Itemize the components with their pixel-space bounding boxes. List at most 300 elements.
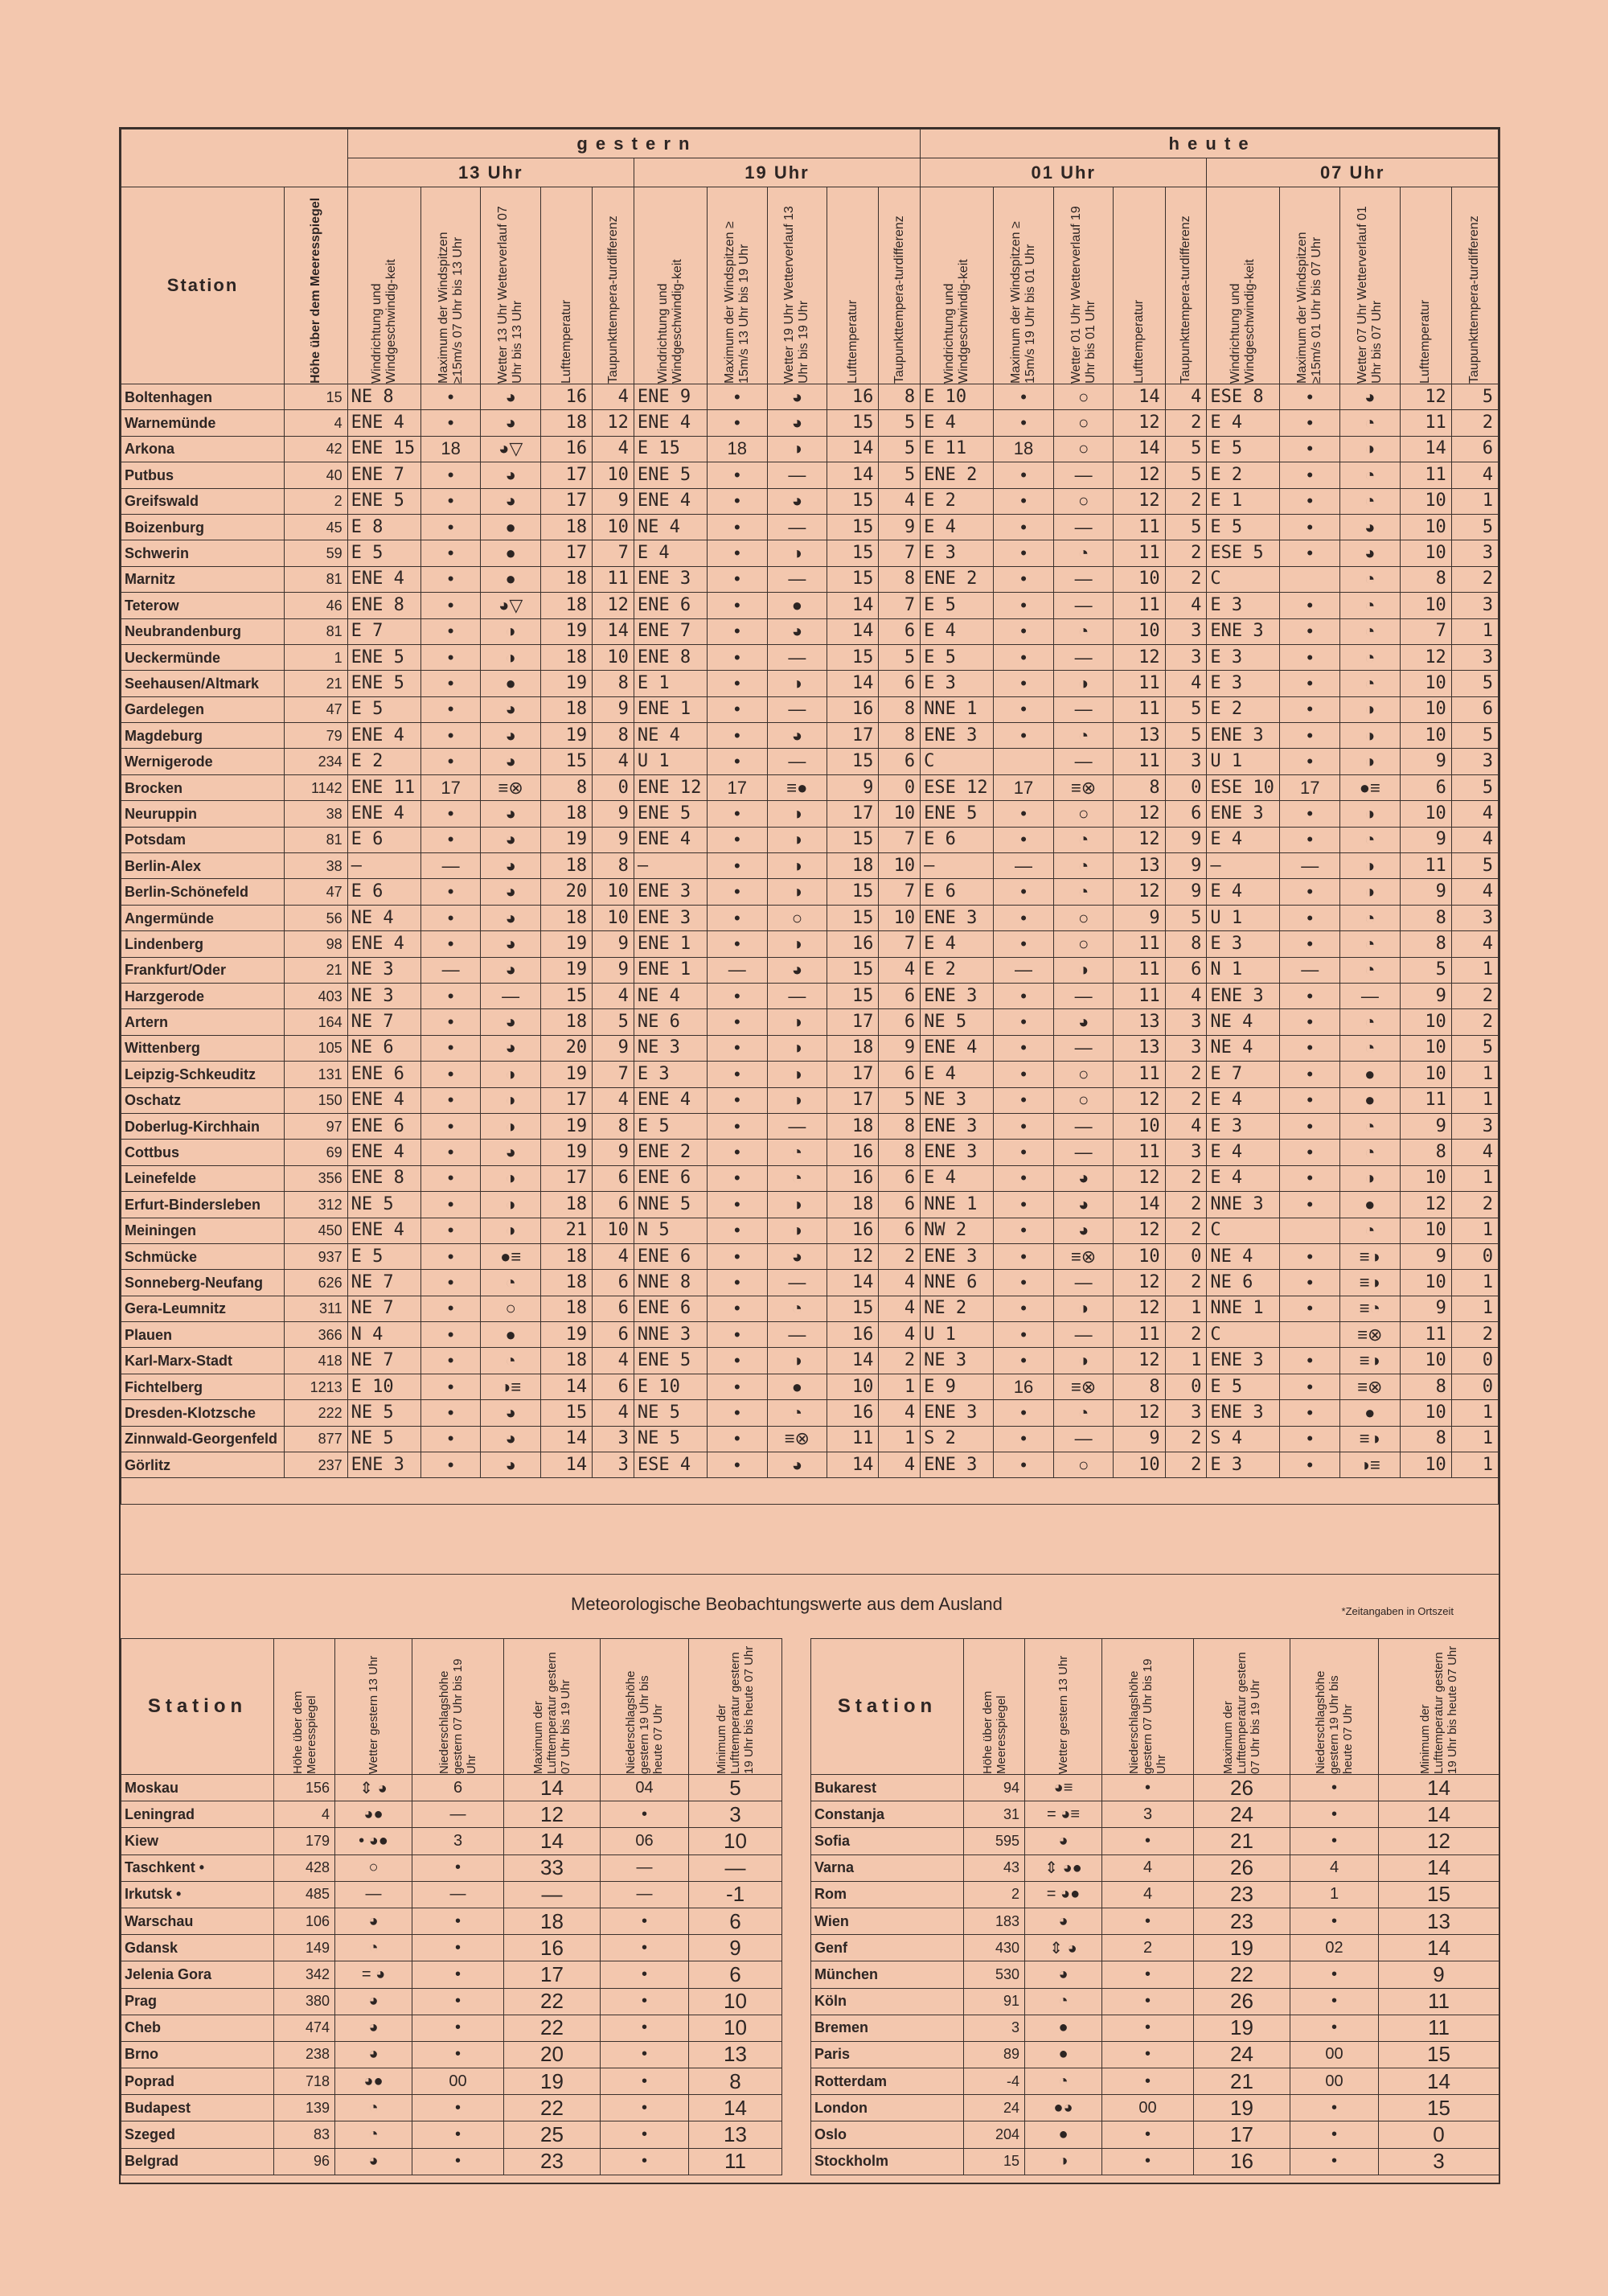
obs-cell: 15 (827, 879, 879, 905)
foreign-obs-cell: • (412, 1961, 504, 1988)
column-gap (782, 1935, 811, 1961)
col-header-g19-0: Windrichtung und Windgeschwindig-keit (634, 187, 707, 384)
obs-cell: 3 (1451, 749, 1498, 774)
foreign-obs-cell: 00 (412, 2068, 504, 2095)
station-row (121, 593, 1499, 618)
obs-cell: C (921, 749, 994, 774)
obs-cell: ● (1340, 1192, 1401, 1218)
foreign-obs-cell: • (412, 1908, 504, 1934)
obs-cell: E 6 (921, 827, 994, 852)
foreign-obs-cell: ⇕ ◕ (335, 1775, 412, 1801)
obs-cell: • (994, 410, 1054, 436)
obs-cell: 10 (1400, 488, 1451, 514)
obs-cell: 17 (827, 1009, 879, 1035)
foreign-obs-cell: 17 (504, 1961, 601, 1988)
obs-cell: 6 (1165, 957, 1207, 983)
obs-cell: — (1053, 749, 1114, 774)
obs-cell: ◕ (481, 827, 541, 852)
obs-cell: • (994, 1452, 1054, 1478)
obs-cell: 1 (1451, 1087, 1498, 1113)
obs-cell: ESE 5 (1207, 540, 1280, 566)
obs-cell: 3 (1451, 593, 1498, 618)
obs-cell: ENE 4 (347, 566, 420, 592)
obs-cell: ENE 4 (921, 1035, 994, 1061)
obs-cell: ◑ (767, 879, 827, 905)
obs-cell: 18 (540, 644, 592, 670)
obs-cell: ENE 3 (921, 905, 994, 930)
obs-cell: 11 (1114, 931, 1165, 957)
obs-cell: ◕ (767, 618, 827, 644)
obs-cell: • (708, 1322, 768, 1348)
station-altitude: 42 (284, 436, 347, 462)
obs-cell: • (1280, 1374, 1340, 1399)
foreign-obs-cell: 22 (1194, 1961, 1290, 1988)
obs-cell: 14 (1400, 436, 1451, 462)
foreign-obs-cell: 33 (504, 1854, 601, 1881)
obs-cell: ◑ (1053, 671, 1114, 696)
obs-cell: 10 (593, 1218, 634, 1243)
obs-cell: • (1280, 1270, 1340, 1296)
obs-cell: 13 (1114, 1035, 1165, 1061)
obs-cell: ◑ (767, 1348, 827, 1374)
obs-cell: 2 (1451, 1192, 1498, 1218)
obs-cell: 10 (1400, 671, 1451, 696)
obs-cell: 3 (1165, 749, 1207, 774)
obs-cell: 10 (879, 853, 921, 879)
obs-cell: • (1280, 1452, 1340, 1478)
obs-cell: 12 (1400, 1192, 1451, 1218)
obs-cell: ◕▽ (481, 593, 541, 618)
obs-cell: 8 (593, 723, 634, 749)
foreign-obs-cell: — (689, 1854, 782, 1881)
foreign-obs-cell: • (412, 2015, 504, 2041)
column-gap (782, 1639, 811, 1775)
station-row (121, 1062, 1499, 1087)
obs-cell: • (1280, 801, 1340, 827)
obs-cell: ◔ (1340, 462, 1401, 488)
obs-cell: 1 (1165, 1296, 1207, 1321)
obs-cell: E 10 (347, 1374, 420, 1399)
foreign-obs-cell: 25 (504, 2121, 601, 2148)
column-gap (782, 1908, 811, 1934)
station-name: Leinefelde (121, 1165, 285, 1191)
obs-cell: 9 (593, 488, 634, 514)
foreign-col-header-right-2: Niederschlagshöhe gestern 07 Uhr bis 19 Uhr (1102, 1639, 1194, 1775)
obs-cell: 12 (1114, 1270, 1165, 1296)
station-row (121, 723, 1499, 749)
obs-cell: 8 (879, 696, 921, 722)
obs-cell: 10 (879, 905, 921, 930)
obs-cell: 19 (540, 1322, 592, 1348)
obs-cell: 2 (1165, 540, 1207, 566)
obs-cell: NE 3 (634, 1035, 707, 1061)
obs-cell: 3 (1451, 644, 1498, 670)
obs-cell: • (708, 827, 768, 852)
obs-cell: E 4 (921, 618, 994, 644)
obs-cell: • (420, 801, 481, 827)
obs-cell: • (420, 1165, 481, 1191)
obs-cell: • (420, 1192, 481, 1218)
obs-cell: ◕ (481, 957, 541, 983)
foreign-altitude: 106 (274, 1908, 335, 1934)
obs-cell: ENE 1 (634, 696, 707, 722)
obs-cell: NE 7 (347, 1009, 420, 1035)
obs-cell: E 7 (347, 618, 420, 644)
obs-cell: 7 (593, 540, 634, 566)
foreign-obs-cell: 19 (1194, 2015, 1290, 2041)
obs-cell: 18 (540, 801, 592, 827)
obs-cell: • (420, 1243, 481, 1269)
obs-cell: ○ (1053, 384, 1114, 410)
obs-cell: 19 (540, 1140, 592, 1165)
obs-cell: 9 (593, 957, 634, 983)
foreign-obs-cell: ◕ (335, 2041, 412, 2068)
station-row (121, 905, 1499, 930)
obs-cell: 10 (1400, 514, 1451, 540)
obs-cell: 5 (1165, 905, 1207, 930)
obs-cell: 0 (879, 774, 921, 800)
foreign-row (121, 2068, 1499, 2095)
obs-cell: NE 5 (347, 1400, 420, 1426)
foreign-obs-cell: • (1102, 1908, 1194, 1934)
obs-cell: ENE 5 (634, 462, 707, 488)
foreign-altitude: 31 (964, 1801, 1025, 1828)
foreign-obs-cell: 13 (689, 2121, 782, 2148)
obs-cell: 8 (1114, 774, 1165, 800)
obs-cell: 17 (994, 774, 1054, 800)
obs-cell: E 5 (921, 593, 994, 618)
obs-cell: U 1 (634, 749, 707, 774)
station-name: Schmücke (121, 1243, 285, 1269)
obs-cell: • (420, 671, 481, 696)
foreign-col-header-right-0: Höhe über dem Meeresspiegel (964, 1639, 1025, 1775)
foreign-obs-cell: — (601, 1854, 689, 1881)
station-name: Marnitz (121, 566, 285, 592)
obs-cell: E 4 (921, 1165, 994, 1191)
obs-cell: ENE 6 (634, 1165, 707, 1191)
obs-cell: 9 (593, 931, 634, 957)
obs-cell: E 4 (921, 1062, 994, 1087)
column-gap (782, 2121, 811, 2148)
obs-cell: 11 (1114, 957, 1165, 983)
obs-cell: 9 (593, 1140, 634, 1165)
station-row (121, 1218, 1499, 1243)
obs-cell: E 3 (1207, 1452, 1280, 1478)
obs-cell: ENE 3 (1207, 983, 1280, 1008)
obs-cell: 10 (593, 879, 634, 905)
obs-cell: 12 (1114, 488, 1165, 514)
foreign-obs-cell: 18 (504, 1908, 601, 1934)
obs-cell: ◔ (1053, 827, 1114, 852)
obs-cell: ◕ (1053, 1165, 1114, 1191)
obs-cell: • (420, 905, 481, 930)
obs-cell: 16 (827, 1400, 879, 1426)
obs-cell: ◕ (767, 384, 827, 410)
time-13: 13 Uhr (347, 158, 634, 187)
obs-cell: • (420, 1452, 481, 1478)
foreign-station-name: Varna (811, 1854, 964, 1881)
obs-cell: NNE 1 (1207, 1296, 1280, 1321)
obs-cell: • (420, 696, 481, 722)
obs-cell: ENE 3 (921, 723, 994, 749)
obs-cell: 11 (1114, 1140, 1165, 1165)
station-row (121, 957, 1499, 983)
foreign-altitude: 428 (274, 1854, 335, 1881)
station-altitude: 1 (284, 644, 347, 670)
foreign-altitude: 24 (964, 2095, 1025, 2121)
obs-cell: 11 (1400, 1322, 1451, 1348)
foreign-station-name: London (811, 2095, 964, 2121)
obs-cell: • (994, 801, 1054, 827)
obs-cell: ENE 8 (347, 1165, 420, 1191)
obs-cell: • (420, 410, 481, 436)
foreign-station-name: Szeged (121, 2121, 274, 2148)
obs-cell: 8 (1400, 931, 1451, 957)
obs-cell: • (1280, 905, 1340, 930)
obs-cell: ○ (767, 905, 827, 930)
obs-cell: 15 (827, 983, 879, 1008)
obs-cell: 6 (879, 1009, 921, 1035)
blank-row (121, 1478, 1499, 1504)
foreign-station-name: Brno (121, 2041, 274, 2068)
obs-cell: ENE 4 (347, 931, 420, 957)
obs-cell: 1 (1451, 1270, 1498, 1296)
obs-cell: ENE 3 (921, 1243, 994, 1269)
foreign-obs-cell: — (601, 1881, 689, 1908)
obs-cell: ENE 12 (634, 774, 707, 800)
obs-cell: 12 (1114, 1165, 1165, 1191)
obs-cell: 11 (1400, 462, 1451, 488)
station-altitude: 937 (284, 1243, 347, 1269)
obs-cell: NE 3 (921, 1348, 994, 1374)
obs-cell: 11 (1114, 1322, 1165, 1348)
obs-cell: 18 (827, 1113, 879, 1139)
obs-cell: ESE 12 (921, 774, 994, 800)
obs-cell: 4 (879, 1296, 921, 1321)
station-row (121, 801, 1499, 827)
obs-cell: NE 4 (634, 723, 707, 749)
obs-cell: ENE 9 (634, 384, 707, 410)
obs-cell: E 1 (1207, 488, 1280, 514)
foreign-obs-cell: — (504, 1881, 601, 1908)
foreign-obs-cell: 21 (1194, 2068, 1290, 2095)
column-gap (782, 2068, 811, 2095)
station-name: Görlitz (121, 1452, 285, 1478)
obs-cell: ◕ (481, 1452, 541, 1478)
obs-cell: — (1053, 696, 1114, 722)
obs-cell: ◑≡ (481, 1374, 541, 1399)
obs-cell: 1 (1451, 1452, 1498, 1478)
obs-cell: ◕ (481, 462, 541, 488)
foreign-col-header-left-0: Höhe über dem Meeresspiegel (274, 1639, 335, 1775)
obs-cell: • (1280, 514, 1340, 540)
obs-cell: • (708, 1087, 768, 1113)
foreign-obs-cell: 1 (1290, 1881, 1379, 1908)
obs-cell: N 4 (347, 1322, 420, 1348)
col-header-g13-1: Maximum der Windspitzen ≥15m/s 07 Uhr bis 13 Uhr (420, 187, 481, 384)
obs-cell: 4 (1165, 1113, 1207, 1139)
obs-cell: 5 (1451, 671, 1498, 696)
foreign-obs-cell: • (412, 2121, 504, 2148)
station-name: Arkona (121, 436, 285, 462)
obs-cell: 18 (540, 566, 592, 592)
obs-cell: 2 (1451, 1009, 1498, 1035)
foreign-rows (121, 1775, 1499, 2175)
obs-cell: • (994, 1400, 1054, 1426)
obs-cell: 16 (827, 1140, 879, 1165)
obs-cell: 1 (1451, 1426, 1498, 1452)
foreign-obs-cell: • (601, 1988, 689, 2015)
obs-cell: ◕ (1053, 1218, 1114, 1243)
obs-cell: 15 (827, 488, 879, 514)
column-gap (782, 1988, 811, 2015)
obs-cell: ◔ (1340, 1113, 1401, 1139)
foreign-station-name: Constanja (811, 1801, 964, 1828)
obs-cell: — (634, 853, 707, 879)
foreign-obs-cell: • (1290, 1988, 1379, 2015)
obs-cell: ENE 3 (921, 983, 994, 1008)
obs-cell: 18 (827, 1192, 879, 1218)
obs-cell: ○ (1053, 436, 1114, 462)
station-altitude: 47 (284, 696, 347, 722)
obs-cell: ◑ (481, 1192, 541, 1218)
obs-cell: 10 (1400, 1009, 1451, 1035)
obs-cell: • (1280, 1113, 1340, 1139)
obs-cell: E 3 (1207, 1113, 1280, 1139)
col-header-h07-4: Taupunkttempera-turdifferenz (1451, 187, 1498, 384)
station-row (121, 618, 1499, 644)
foreign-obs-cell: • (601, 2121, 689, 2148)
obs-cell: 4 (879, 1400, 921, 1426)
obs-cell: • (1280, 462, 1340, 488)
foreign-obs-cell: 3 (689, 1801, 782, 1828)
obs-cell: 17 (420, 774, 481, 800)
obs-cell: 17 (708, 774, 768, 800)
obs-cell: 10 (1400, 1062, 1451, 1087)
obs-cell: 4 (1165, 671, 1207, 696)
foreign-obs-cell: 10 (689, 2015, 782, 2041)
station-row (121, 410, 1499, 436)
obs-cell: ◑ (1340, 749, 1401, 774)
station-name: Angermünde (121, 905, 285, 930)
obs-cell: 18 (540, 1348, 592, 1374)
obs-cell: 4 (1451, 879, 1498, 905)
obs-cell: • (420, 1374, 481, 1399)
obs-cell: NE 5 (347, 1426, 420, 1452)
obs-cell: ◑ (481, 1165, 541, 1191)
obs-cell: E 6 (347, 879, 420, 905)
obs-cell: 19 (540, 723, 592, 749)
foreign-row (121, 2095, 1499, 2121)
obs-cell: E 9 (921, 1374, 994, 1399)
obs-cell: 10 (1400, 593, 1451, 618)
foreign-obs-cell: — (412, 1801, 504, 1828)
station-altitude: 2 (284, 488, 347, 514)
obs-cell: N 5 (634, 1218, 707, 1243)
foreign-row (121, 1908, 1499, 1934)
obs-cell: ●≡ (1340, 774, 1401, 800)
obs-cell: 8 (1400, 566, 1451, 592)
obs-cell: 4 (1451, 801, 1498, 827)
obs-cell: ENE 4 (347, 1140, 420, 1165)
station-name: Putbus (121, 462, 285, 488)
foreign-obs-cell: 21 (1194, 1828, 1290, 1854)
obs-cell: 6 (879, 749, 921, 774)
obs-cell: 5 (1165, 436, 1207, 462)
station-name: Doberlug-Kirchhain (121, 1113, 285, 1139)
obs-cell: 4 (593, 1400, 634, 1426)
obs-cell: — (767, 566, 827, 592)
col-header-g13-0: Windrichtung und Windgeschwindig-keit (347, 187, 420, 384)
obs-cell: 1 (879, 1374, 921, 1399)
obs-cell: — (767, 514, 827, 540)
foreign-obs-cell: ⇕ ◕● (1025, 1854, 1102, 1881)
obs-cell: 10 (1400, 723, 1451, 749)
obs-cell: • (708, 723, 768, 749)
obs-cell: ◔ (1053, 540, 1114, 566)
obs-cell: NE 4 (1207, 1009, 1280, 1035)
obs-cell: 10 (593, 514, 634, 540)
obs-cell: ENE 5 (921, 801, 994, 827)
obs-cell: NE 4 (1207, 1243, 1280, 1269)
foreign-obs-cell: ◕● (335, 1801, 412, 1828)
obs-cell: 8 (1400, 1374, 1451, 1399)
foreign-obs-cell: ● (1025, 2015, 1102, 2041)
obs-cell: ENE 3 (634, 905, 707, 930)
obs-cell: NNE 6 (921, 1270, 994, 1296)
station-altitude: 81 (284, 618, 347, 644)
obs-cell: NE 4 (347, 905, 420, 930)
foreign-altitude: 204 (964, 2121, 1025, 2148)
station-altitude: 450 (284, 1218, 347, 1243)
foreign-obs-cell: • ◕● (335, 1828, 412, 1854)
obs-cell: — (420, 957, 481, 983)
obs-cell: ≡◑ (1340, 1426, 1401, 1452)
obs-cell: NE 8 (347, 384, 420, 410)
foreign-row (121, 1961, 1499, 1988)
station-altitude: 4 (284, 410, 347, 436)
foreign-obs-cell: • (601, 1935, 689, 1961)
obs-cell: NW 2 (921, 1218, 994, 1243)
obs-cell: 7 (593, 1062, 634, 1087)
station-row (121, 983, 1499, 1008)
obs-cell: E 8 (347, 514, 420, 540)
obs-cell: • (994, 931, 1054, 957)
obs-cell: 9 (1165, 827, 1207, 852)
obs-cell: ENE 7 (347, 462, 420, 488)
col-header-h01-1: Maximum der Windspitzen ≥ 15m/s 19 Uhr bis 01 Uhr (994, 187, 1054, 384)
obs-cell: • (994, 462, 1054, 488)
obs-cell: ◑ (1053, 1296, 1114, 1321)
obs-cell: 5 (1451, 723, 1498, 749)
obs-cell: — (1340, 983, 1401, 1008)
obs-cell: ENE 4 (634, 410, 707, 436)
station-altitude: 79 (284, 723, 347, 749)
foreign-obs-cell: 23 (1194, 1881, 1290, 1908)
foreign-col-header-left-3: Maximum der Lufttemperatur gestern 07 Uhr bis 19 Uhr (504, 1639, 601, 1775)
column-gap (782, 1854, 811, 1881)
station-altitude: 38 (284, 801, 347, 827)
foreign-obs-cell: ◕ (335, 2015, 412, 2041)
obs-cell: E 4 (1207, 879, 1280, 905)
obs-cell: 19 (540, 671, 592, 696)
obs-cell: • (1280, 1165, 1340, 1191)
obs-cell: ◑ (767, 436, 827, 462)
obs-cell: ◕ (481, 696, 541, 722)
obs-cell: 19 (540, 1113, 592, 1139)
foreign-obs-cell: • (601, 1801, 689, 1828)
obs-cell: ENE 4 (634, 488, 707, 514)
